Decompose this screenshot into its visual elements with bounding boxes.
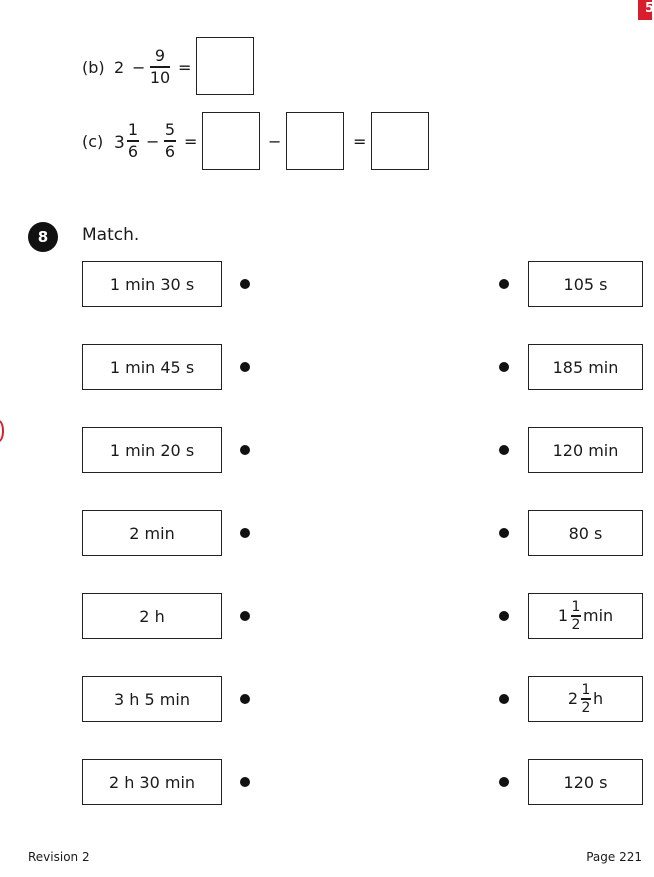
mixed-whole: 1 <box>557 606 568 626</box>
mixed-fraction <box>571 600 581 631</box>
part-b-fraction <box>150 47 170 87</box>
left-dot-6[interactable] <box>240 694 250 704</box>
left-dot-1[interactable] <box>240 279 250 289</box>
right-dot-1[interactable] <box>499 279 509 289</box>
part-b-minus: − <box>132 58 146 77</box>
right-box-2[interactable]: 185 min <box>528 344 643 390</box>
right-box-4[interactable]: 80 s <box>528 510 643 556</box>
left-dot-7[interactable] <box>240 777 250 787</box>
right-box-6[interactable] <box>528 676 643 722</box>
mixed-number-h <box>568 683 603 714</box>
footer-page-number: Page 221 <box>586 850 642 864</box>
part-c-fraction-1 <box>127 121 139 161</box>
question-instruction: Match. <box>82 225 140 245</box>
part-b-label: (b) <box>82 58 105 77</box>
mixed-numerator: 1 <box>581 682 591 699</box>
left-box-7[interactable]: 2 h 30 min <box>82 759 222 805</box>
left-box-6[interactable]: 3 h 5 min <box>82 676 222 722</box>
mixed-numerator: 1 <box>571 599 581 616</box>
mixed-unit: h <box>593 689 604 709</box>
left-dot-5[interactable] <box>240 611 250 621</box>
right-dot-5[interactable] <box>499 611 509 621</box>
margin-mark <box>0 420 4 442</box>
left-dot-4[interactable] <box>240 528 250 538</box>
part-c-label: (c) <box>82 132 104 151</box>
mixed-unit: min <box>583 606 614 626</box>
part-c-answer-box-3[interactable] <box>371 112 429 170</box>
part-b-answer-box[interactable] <box>196 37 254 95</box>
footer-section-label: Revision 2 <box>28 850 90 864</box>
right-dot-7[interactable] <box>499 777 509 787</box>
part-c-whole: 3 <box>114 133 125 153</box>
left-dot-3[interactable] <box>240 445 250 455</box>
corner-tab-text: 5 <box>645 1 654 16</box>
part-c-frac1-denominator: 6 <box>127 141 139 161</box>
part-c-mid-minus: − <box>268 132 282 151</box>
left-dot-2[interactable] <box>240 362 250 372</box>
right-dot-4[interactable] <box>499 528 509 538</box>
left-box-2[interactable]: 1 min 45 s <box>82 344 222 390</box>
right-box-1[interactable]: 105 s <box>528 261 643 307</box>
right-box-5[interactable] <box>528 593 643 639</box>
question-number-badge: 8 <box>28 222 58 252</box>
part-c-frac1-numerator: 1 <box>127 120 139 139</box>
part-c-answer-box-1[interactable] <box>202 112 260 170</box>
right-dot-6[interactable] <box>499 694 509 704</box>
right-dot-2[interactable] <box>499 362 509 372</box>
mixed-number-min <box>558 600 613 631</box>
part-c-answer-box-2[interactable] <box>286 112 344 170</box>
part-c-fraction-2 <box>164 121 176 161</box>
mixed-fraction <box>581 683 591 714</box>
right-box-3[interactable]: 120 min <box>528 427 643 473</box>
right-box-7[interactable]: 120 s <box>528 759 643 805</box>
mixed-denominator: 2 <box>571 616 581 633</box>
left-box-1[interactable]: 1 min 30 s <box>82 261 222 307</box>
part-c-equals: = <box>184 132 198 151</box>
left-box-5[interactable]: 2 h <box>82 593 222 639</box>
part-c-minus: − <box>146 132 160 151</box>
part-c-mid-equals: = <box>353 132 367 151</box>
right-dot-3[interactable] <box>499 445 509 455</box>
part-c-frac2-numerator: 5 <box>164 120 176 139</box>
part-b-whole: 2 <box>114 58 125 77</box>
left-box-4[interactable]: 2 min <box>82 510 222 556</box>
part-b-numerator: 9 <box>154 46 166 65</box>
mixed-denominator: 2 <box>581 699 591 716</box>
left-box-3[interactable]: 1 min 20 s <box>82 427 222 473</box>
part-b-equals: = <box>178 58 192 77</box>
part-b-denominator: 10 <box>149 67 171 87</box>
corner-tab <box>638 0 652 20</box>
mixed-whole: 2 <box>567 689 579 709</box>
part-c-frac2-denominator: 6 <box>164 141 176 161</box>
